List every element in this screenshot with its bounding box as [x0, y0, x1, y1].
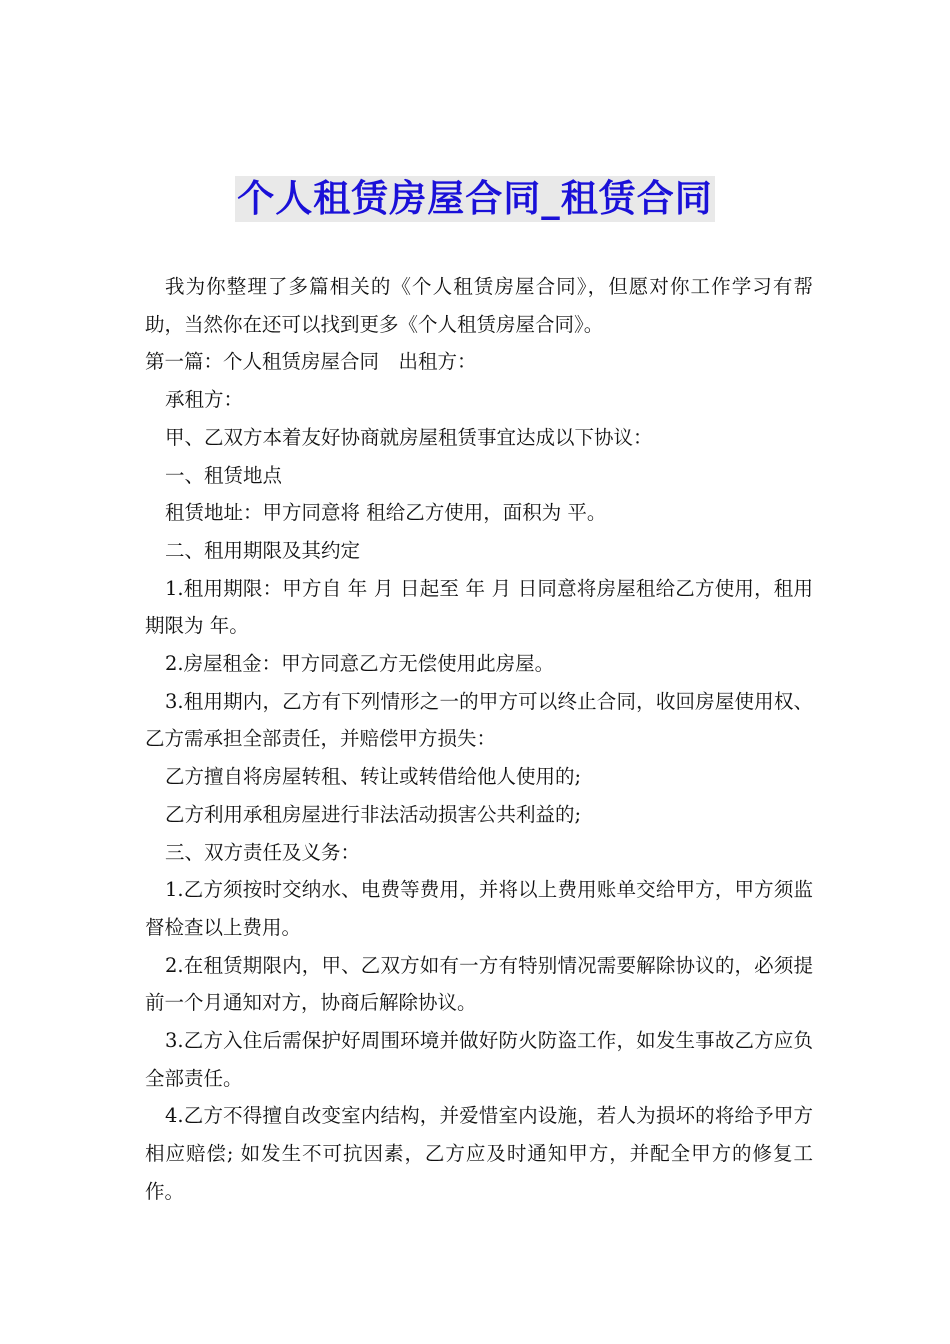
- title-container: [0, 176, 950, 222]
- paragraph-lessee: 承租方：: [165, 388, 244, 412]
- paragraph-agreement: 甲、乙双方本着友好协商就房屋租赁事宜达成以下协议：: [165, 425, 653, 449]
- clause-term-3: 3.租用期内，乙方有下列情形之一的甲方可以终止合同，收回房屋使用权、乙方需承担全部责任，并赔偿甲方损失：: [145, 689, 813, 751]
- clause-duty-3: 3.乙方入住后需保护好周围环境并做好防火防盗工作，如发生事故乙方应负全部责任。: [145, 1029, 813, 1090]
- document-title: 个人租赁房屋合同_租赁合同: [237, 177, 713, 220]
- section-heading-location: 一、租赁地点: [165, 463, 283, 487]
- section-heading-term: 二、租用期限及其约定: [165, 538, 361, 562]
- clause-duty-2: 2.在租赁期限内，甲、乙双方如有一方有特别情况需要解除协议的，必须提前一个月通知对方，协商后解除协议。: [145, 953, 813, 1015]
- paragraph-address: 租赁地址：甲方同意将 租给乙方使用，面积为 平。: [165, 501, 607, 525]
- clause-duty-1: 1.乙方须按时交纳水、电费等费用，并将以上费用账单交给甲方，甲方须监督检查以上费用。: [145, 878, 813, 939]
- clause-term-3-item-1: 乙方擅自将房屋转租、转让或转借给他人使用的;: [165, 765, 582, 789]
- paragraph-intro: 我为你整理了多篇相关的《个人租赁房屋合同》，但愿对你工作学习有帮助，当然你在还可以找到更多《个人租赁房屋合同》。: [145, 275, 813, 336]
- paragraph-chapter-heading: 第一篇：个人租赁房屋合同 出租方：: [145, 350, 477, 374]
- clause-term-2: 2.房屋租金：甲方同意乙方无偿使用此房屋。: [165, 652, 555, 676]
- section-heading-duties: 三、双方责任及义务：: [165, 840, 361, 864]
- clause-term-1: 1.租用期限：甲方自 年 月 日起至 年 月 日同意将房屋租给乙方使用，租用期限为 年。: [145, 576, 813, 638]
- document-body: [145, 268, 813, 1211]
- clause-term-3-item-2: 乙方利用承租房屋进行非法活动损害公共利益的;: [165, 802, 582, 826]
- clause-duty-4: 4.乙方不得擅自改变室内结构，并爱惜室内设施，若人为损坏的将给予甲方相应赔偿; 如发生不可抗因素，乙方应及时通知甲方，并配全甲方的修复工作。: [145, 1104, 813, 1203]
